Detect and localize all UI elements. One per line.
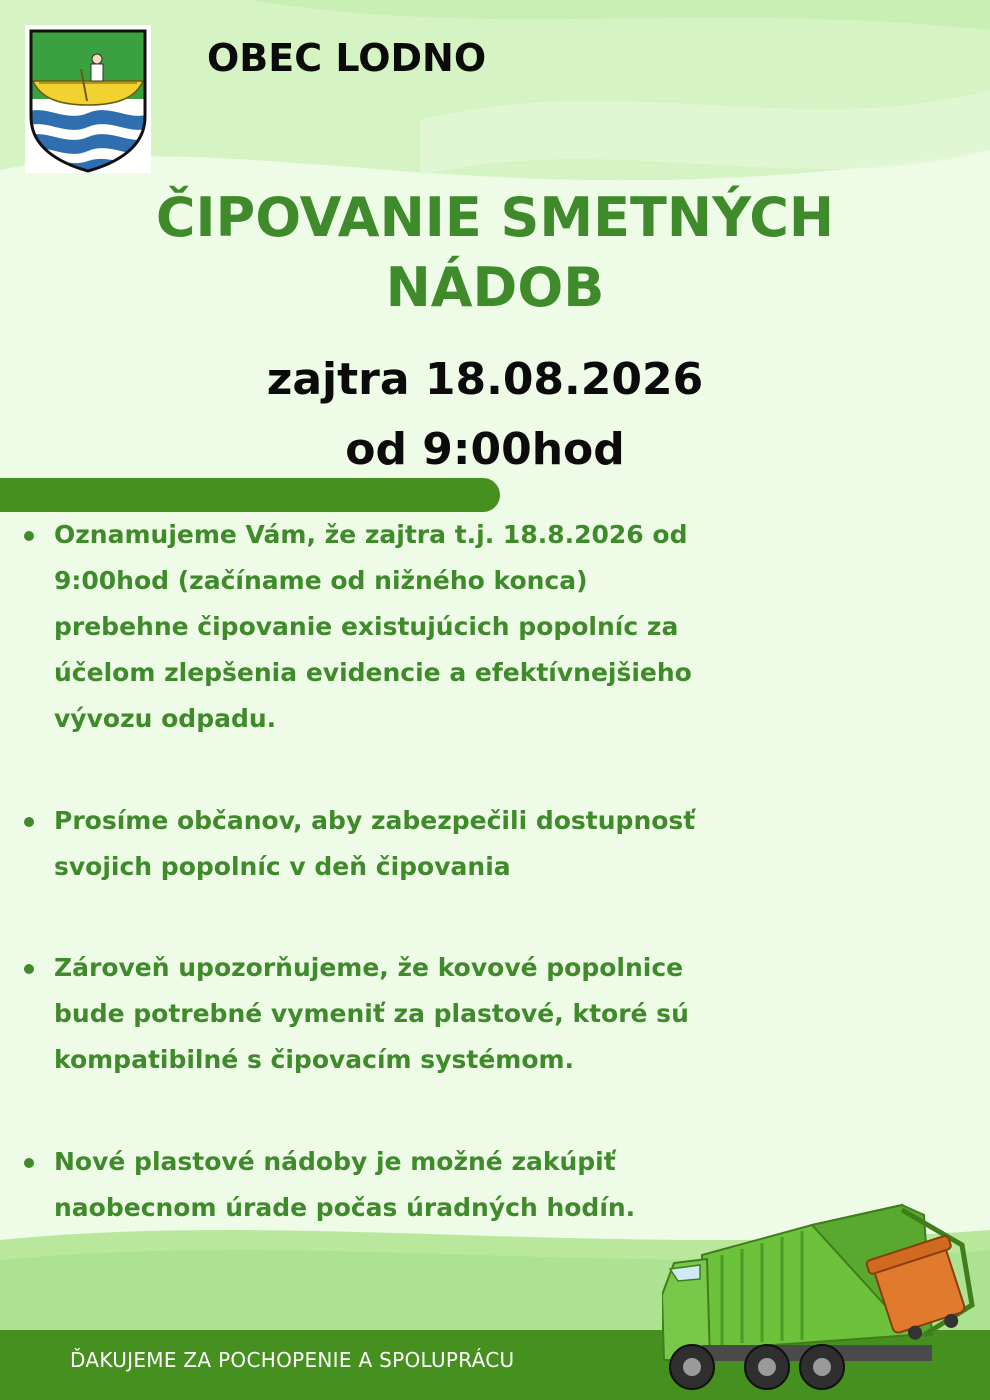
announcement-list bbox=[22, 512, 902, 1231]
list-item-line: kompatibilné s čipovacím systémom. bbox=[54, 1045, 575, 1074]
list-item-line: Zároveň upozorňujeme, že kovové popolnice bbox=[54, 953, 684, 982]
list-item-line: vývozu odpadu. bbox=[54, 704, 277, 733]
bullet-icon bbox=[24, 817, 34, 827]
event-date: zajtra 18.08.2026 bbox=[266, 354, 704, 405]
list-item-line: Nové plastové nádoby je možné zakúpiť bbox=[54, 1147, 616, 1176]
bullet-icon bbox=[24, 531, 34, 541]
page-title-line-2: NÁDOB bbox=[385, 256, 605, 319]
list-item-line: Oznamujeme Vám, že zajtra t.j. 18.8.2026 od bbox=[54, 520, 688, 549]
page-title-line-1: ČIPOVANIE SMETNÝCH bbox=[155, 186, 835, 249]
garbage-truck-icon bbox=[662, 1185, 982, 1400]
list-item bbox=[22, 945, 902, 1083]
bullet-icon bbox=[24, 964, 34, 974]
municipality-name: OBEC LODNO bbox=[207, 36, 487, 80]
list-item bbox=[22, 512, 902, 742]
list-item-line: prebehne čipovanie existujúcich popolníc za bbox=[54, 612, 679, 641]
page-title bbox=[0, 183, 990, 323]
list-item-line: naobecnom úrade počas úradných hodín. bbox=[54, 1193, 636, 1222]
section-divider bbox=[0, 478, 500, 512]
list-item-line: svojich popolníc v deň čipovania bbox=[54, 852, 511, 881]
list-item-line: 9:00hod (začíname od nižného konca) bbox=[54, 566, 588, 595]
list-item bbox=[22, 798, 902, 890]
event-time: od 9:00hod bbox=[345, 424, 625, 475]
footer-thank-you-text: ĎAKUJEME ZA POCHOPENIE A SPOLUPRÁCU bbox=[70, 1348, 515, 1372]
event-schedule bbox=[0, 345, 970, 485]
list-item-line: Prosíme občanov, aby zabezpečili dostupnosť bbox=[54, 806, 696, 835]
coat-of-arms-icon bbox=[25, 25, 151, 173]
bullet-icon bbox=[24, 1158, 34, 1168]
list-item-line: bude potrebné vymeniť za plastové, ktoré sú bbox=[54, 999, 689, 1028]
list-item-line: účelom zlepšenia evidencie a efektívnejšieho bbox=[54, 658, 692, 687]
